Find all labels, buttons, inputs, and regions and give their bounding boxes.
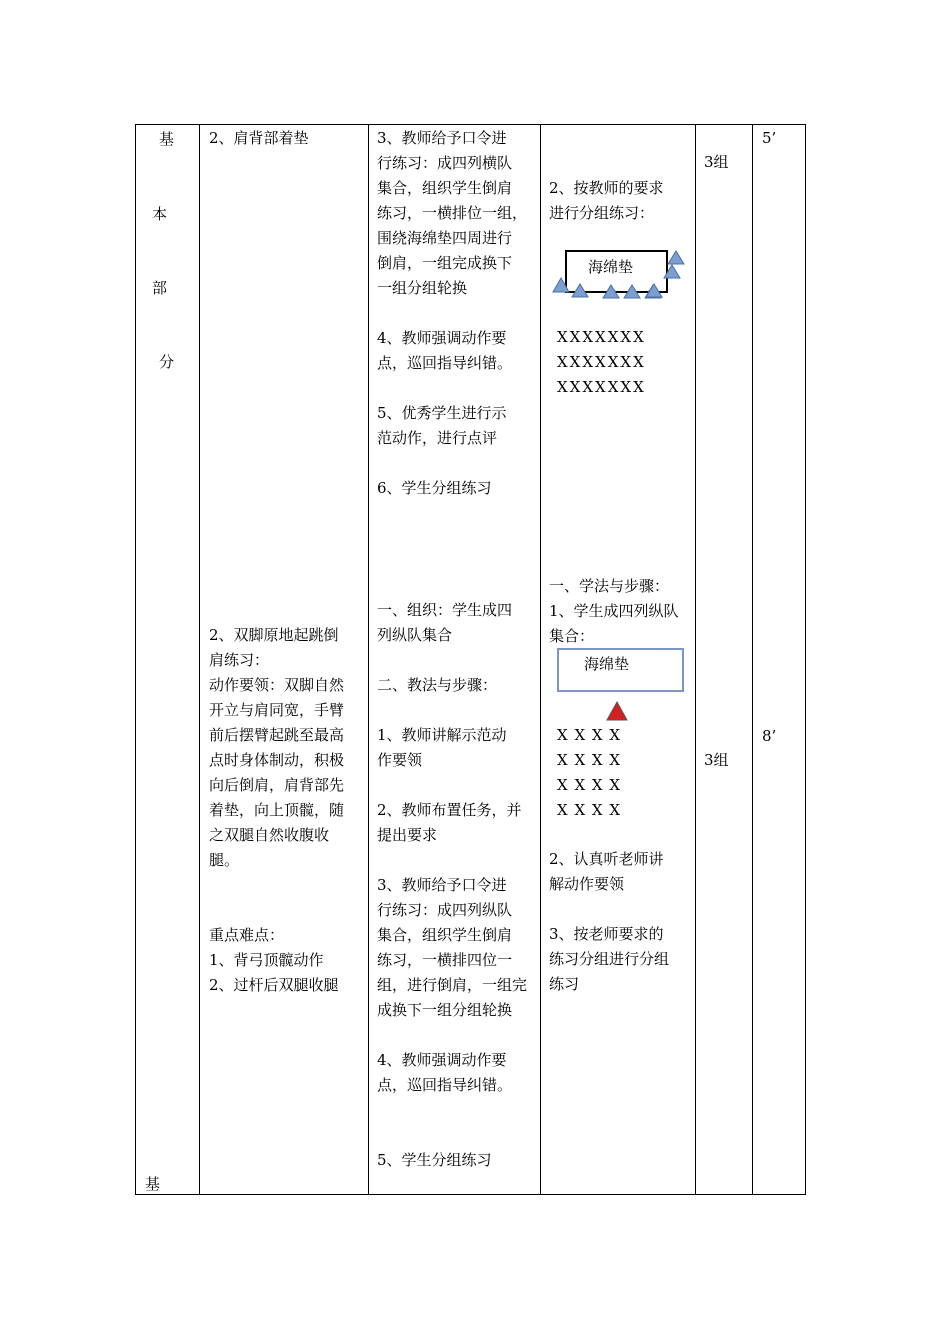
column-divider xyxy=(752,125,753,1194)
sponge-mat-label: 海绵垫 xyxy=(588,258,634,276)
content-line xyxy=(209,898,344,923)
teacher-method-line: 练习，一横排位一组， xyxy=(377,204,528,222)
content-description xyxy=(209,623,344,998)
time-value: 8’ xyxy=(762,727,777,745)
triangle-marker xyxy=(603,285,619,298)
student-method-line: 解动作要领 xyxy=(549,875,625,893)
content-line: 腿。 xyxy=(209,851,240,869)
teacher-method-line: 作要领 xyxy=(377,751,423,769)
teacher-method-line: 2、教师布置任务，并 xyxy=(377,801,522,819)
teacher-method-line: 点，巡回指导纠错。 xyxy=(377,1076,513,1094)
formation-row: XXXXXXX xyxy=(557,353,646,371)
teacher-method-line: 范动作，进行点评 xyxy=(377,429,498,447)
content-line: 肩练习： xyxy=(209,651,270,669)
teacher-method-line: 一组分组轮换 xyxy=(377,279,468,297)
teacher-method-line xyxy=(377,1123,527,1148)
content-line: 动作要领：双脚自然 xyxy=(209,676,345,694)
teacher-method-line xyxy=(377,648,527,673)
sponge-mat-label: 海绵垫 xyxy=(584,655,630,673)
content-line: 点时身体制动，积极 xyxy=(209,751,345,769)
formation-row: X X X X xyxy=(557,801,622,819)
teacher-method-line: 行练习：成四列横队 xyxy=(377,154,513,172)
teacher-method-line: 集合，组织学生倒肩 xyxy=(377,179,513,197)
content-line: 2、过杆后双腿收腿 xyxy=(209,976,339,994)
teacher-method-line xyxy=(377,1098,527,1123)
content-line xyxy=(209,873,344,898)
teacher-methods xyxy=(377,598,527,1173)
section-label-char: 部 xyxy=(152,279,168,297)
teacher-method-line: 成换下一组分组轮换 xyxy=(377,1001,513,1019)
column-divider xyxy=(695,125,696,1194)
column-divider xyxy=(199,125,200,1194)
section-label-char: 本 xyxy=(152,205,168,223)
teacher-method-line: 列纵队集合 xyxy=(377,626,453,644)
student-method-line: 练习 xyxy=(549,975,580,993)
teacher-method-line: 行练习：成四列纵队 xyxy=(377,901,513,919)
teacher-method-line: 3、教师给予口令进 xyxy=(377,129,507,147)
teacher-method-line xyxy=(377,301,527,326)
teacher-method-line xyxy=(377,773,527,798)
triangle-marker xyxy=(572,284,588,297)
teacher-triangle-marker xyxy=(605,700,629,722)
triangle-marker xyxy=(668,251,684,264)
teacher-method-line: 1、教师讲解示范动 xyxy=(377,726,507,744)
section-label-char: 分 xyxy=(159,353,175,371)
teacher-method-line xyxy=(377,1023,527,1048)
column-divider xyxy=(540,125,541,1194)
student-method-line: 进行分组练习： xyxy=(549,204,655,222)
teacher-method-line xyxy=(377,698,527,723)
student-method-line: 1、学生成四列纵队 xyxy=(549,602,679,620)
teacher-method-line: 二、教法与步骤： xyxy=(377,676,498,694)
teacher-method-line: 4、教师强调动作要 xyxy=(377,1051,507,1069)
student-method-line: 2、认真听老师讲 xyxy=(549,850,664,868)
teacher-method-line: 3、教师给予口令进 xyxy=(377,876,507,894)
content-line: 重点难点： xyxy=(209,926,285,944)
triangle-marker xyxy=(646,284,662,297)
formation-row: XXXXXXX xyxy=(557,328,646,346)
content-line: 着垫，向上顶髋，随 xyxy=(209,801,345,819)
teacher-method-line: 练习，一横排四位一 xyxy=(377,951,513,969)
student-methods xyxy=(549,574,679,649)
student-method-line: 集合： xyxy=(549,627,595,645)
time-value: 5’ xyxy=(762,129,777,147)
group-count: 3组 xyxy=(704,751,729,769)
teacher-method-line: 点，巡回指导纠错。 xyxy=(377,354,513,372)
content-line: 之双腿自然收腹收 xyxy=(209,826,330,844)
student-method-line xyxy=(549,897,669,922)
teacher-method-line: 提出要求 xyxy=(377,826,438,844)
content-line: 1、背弓顶髋动作 xyxy=(209,951,324,969)
group-count: 3组 xyxy=(704,153,729,171)
student-methods xyxy=(549,176,664,226)
student-methods-continued xyxy=(549,847,669,997)
column-divider xyxy=(368,125,369,1194)
student-method-line: 3、按老师要求的 xyxy=(549,925,664,943)
section-label-char: 基 xyxy=(159,130,175,148)
content-item: 2、肩背部着垫 xyxy=(209,129,309,147)
content-line: 开立与肩同宽，手臂 xyxy=(209,701,345,719)
teacher-method-line: 一、组织：学生成四 xyxy=(377,601,513,619)
content-line: 前后摆臂起跳至最高 xyxy=(209,726,345,744)
teacher-method-line xyxy=(377,376,527,401)
triangle-marker xyxy=(624,285,640,298)
teacher-method-line: 倒肩，一组完成换下 xyxy=(377,254,513,272)
teacher-method-line: 集合，组织学生倒肩 xyxy=(377,926,513,944)
teacher-methods xyxy=(377,126,527,501)
teacher-method-line: 5、学生分组练习 xyxy=(377,1151,492,1169)
student-method-line: 一、学法与步骤： xyxy=(549,577,670,595)
student-method-line: 练习分组进行分组 xyxy=(549,950,670,968)
teacher-method-line xyxy=(377,451,527,476)
teacher-method-line: 组，进行倒肩，一组完 xyxy=(377,976,528,994)
triangle-marker xyxy=(553,278,569,292)
teacher-method-line: 围绕海绵垫四周进行 xyxy=(377,229,513,247)
teacher-method-line xyxy=(377,848,527,873)
student-triangles xyxy=(549,248,689,302)
formation-row: X X X X xyxy=(557,726,622,744)
teacher-method-line: 5、优秀学生进行示 xyxy=(377,404,507,422)
formation-row: XXXXXXX xyxy=(557,378,646,396)
student-method-line: 2、按教师的要求 xyxy=(549,179,664,197)
triangle-marker xyxy=(664,265,680,278)
formation-row: X X X X xyxy=(557,776,622,794)
formation-row: X X X X xyxy=(557,751,622,769)
teacher-method-line: 4、教师强调动作要 xyxy=(377,329,507,347)
section-label-bottom: 基 xyxy=(145,1175,161,1193)
teacher-method-line: 6、学生分组练习 xyxy=(377,479,492,497)
content-line: 向后倒肩，肩背部先 xyxy=(209,776,345,794)
content-line: 2、双脚原地起跳倒 xyxy=(209,626,339,644)
